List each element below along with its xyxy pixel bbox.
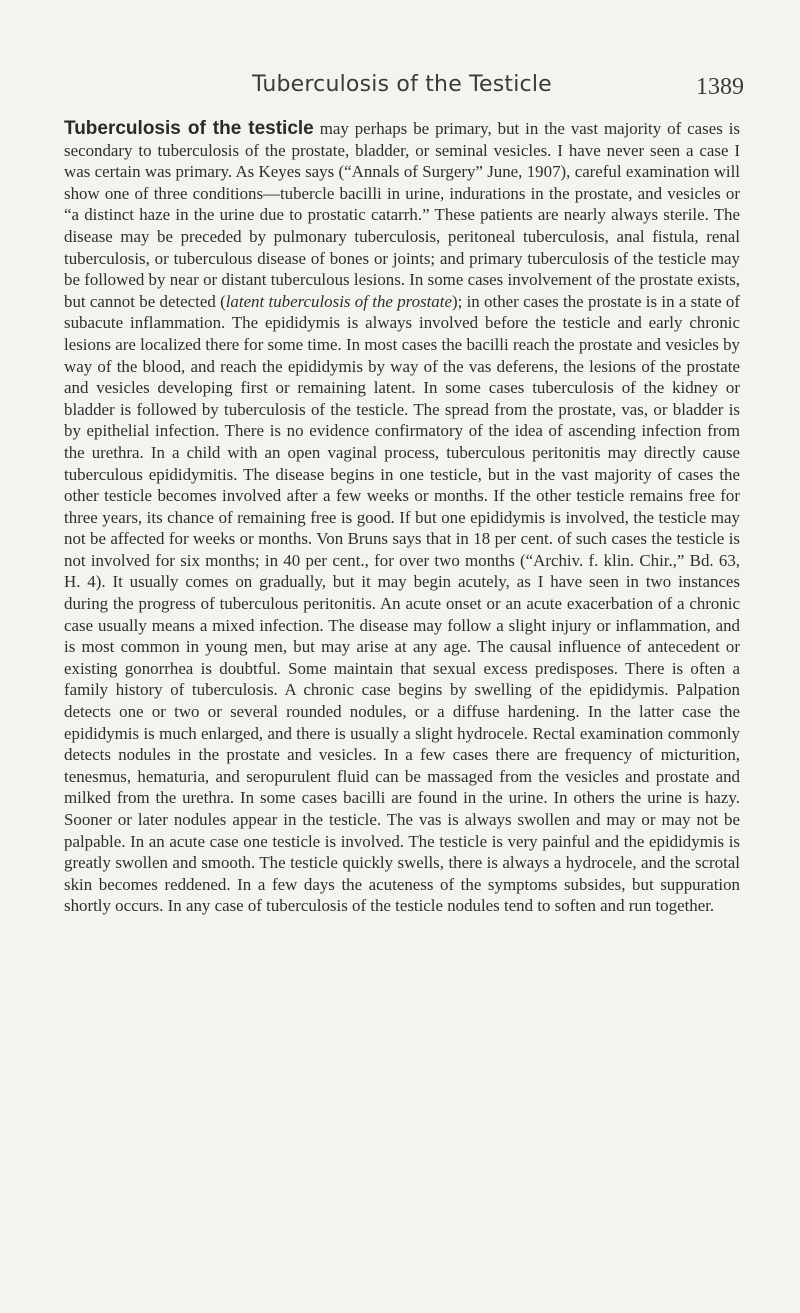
italic-phrase: latent tuberculosis of the prostate bbox=[225, 291, 452, 311]
paragraph-text-part-1: may perhaps be primary, but in the vast majority of cases is secondary to tuberculosis of the prostate, bladder, or seminal vesicles. I have never seen a case I was certain was primary. As Keyes says (“Annals of Surgery” June, 1907), careful examination will show one of three conditions—tubercle bacilli in urine, indurations in the prostate, and vesicles or “a distinct haze in the urine due to prostatic catarrh.” These patients are nearly always sterile. The disease may be preceded by pulmonary tuberculosis, peritoneal tuberculosis, anal fistula, renal tuberculosis, or tuberculous disease of bones or joints; and primary tuberculosis of the testicle may be followed by near or distant tuberculous lesions. In some cases involvement of the prostate exists, but cannot be detected ( bbox=[64, 119, 740, 311]
page-header bbox=[64, 72, 744, 112]
book-page bbox=[64, 72, 744, 917]
body-paragraph bbox=[64, 118, 740, 917]
page-number: 1389 bbox=[696, 74, 744, 100]
section-heading: Tuberculosis of the testicle bbox=[64, 118, 314, 139]
running-title: Tuberculosis of the Testicle bbox=[252, 72, 552, 97]
paragraph-text-part-2: ); in other cases the prostate is in a state of subacute inflammation. The epididymis is always involved before the testicle and early chronic lesions are localized there for some time. In most cases the bacilli reach the prostate and vesicles by way of the blood, and reach the epididymis by way of the vas deferens, the lesions of the prostate and vesicles developing first or remaining latent. In some cases tuberculosis of the kidney or bladder is followed by tuberculosis of the testicle. The spread from the prostate, vas, or bladder is by epithelial infection. There is no evidence confirmatory of the idea of ascending infection from the urethra. In a child with an open vaginal process, tuberculous peritonitis may directly cause tuberculous epididymitis. The disease begins in one testicle, but in the vast majority of cases the other testicle becomes involved after a few weeks or months. If the other testicle remains free for three years, its chance of remaining free is good. If but one epididymis is involved, the testicle may not be affected for weeks or months. Von Bruns says that in 18 per cent. of such cases the testicle is not involved for six months; in 40 per cent., for over two months (“Archiv. f. klin. Chir.,” Bd. 63, H. 4). It usually comes on gradually, but it may begin acutely, as I have seen in two instances during the progress of tuberculous peritonitis. An acute onset or an acute exacerbation of a chronic case usually means a mixed infection. The disease may follow a slight injury or inflammation, and is most common in young men, but may arise at any age. The causal influence of antecedent or existing gonorrhea is doubtful. Some maintain that sexual excess predisposes. There is often a family history of tuberculosis. A chronic case begins by swelling of the epididymis. Palpation detects one or two or several rounded nodules, or a diffuse hardening. In the latter case the epididymis is much enlarged, and there is usually a slight hydrocele. Rectal examination commonly detects nodules in the prostate and vesicles. In a few cases there are frequency of micturition, tenesmus, hematuria, and seropurulent fluid can be massaged from the vesicles and prostate and milked from the urethra. In some cases bacilli are found in the urine. In others the urine is hazy. Sooner or later nodules appear in the testicle. The vas is always swollen and may or may not be palpable. In an acute case one testicle is involved. The testicle is very painful and the epididymis is greatly swollen and smooth. The testicle quickly swells, there is always a hydrocele, and the scrotal skin becomes reddened. In a few days the acuteness of the symptoms subsides, but suppuration shortly occurs. In any case of tuberculosis of the testicle nodules tend to soften and run together. bbox=[64, 291, 740, 916]
